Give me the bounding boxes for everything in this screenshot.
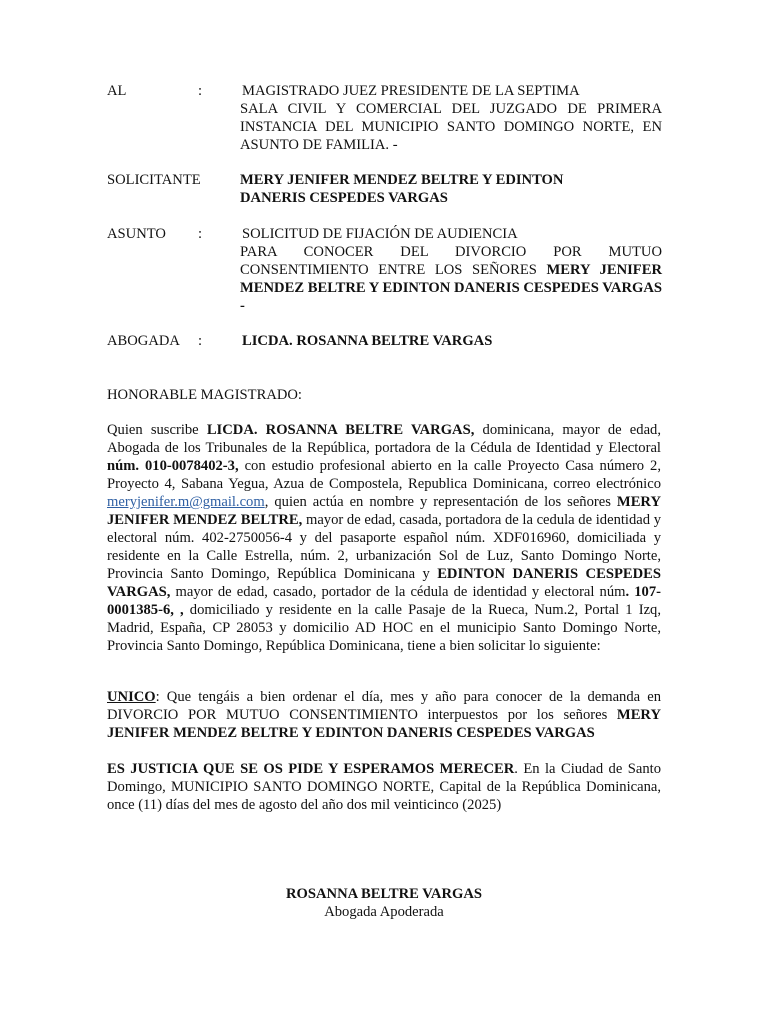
subject-rest-plain: PARA CONOCER DEL DIVORCIO POR MUTUO CONSENTIMIENTO ENTRE LOS SEÑORES bbox=[240, 244, 662, 278]
subject-rest bbox=[240, 243, 662, 315]
p1-intro: Quien suscribe bbox=[107, 422, 207, 438]
petitioner-line2: DANERIS CESPEDES VARGAS bbox=[240, 190, 448, 206]
unico-label: UNICO bbox=[107, 689, 156, 705]
request-text: : Que tengáis a bien ordenar el día, mes y año para conocer de la demanda en DIVORCIO POR MUTUO CONSENTIMIENTO interpuestos por los señores bbox=[107, 689, 661, 723]
salutation: HONORABLE MAGISTRADO: bbox=[107, 387, 302, 403]
petitioner-line1: MERY JENIFER MENDEZ BELTRE Y EDINTON bbox=[240, 172, 564, 188]
attorney-colon: : bbox=[198, 333, 203, 349]
p1-representation: , quien actúa en nombre y representación de los señores bbox=[264, 494, 617, 510]
email-link[interactable]: meryjenifer.m@gmail.com bbox=[107, 494, 265, 510]
p1-party2-id: . 107-0001385-6, , bbox=[107, 584, 661, 618]
attorney-label: ABOGADA bbox=[107, 333, 180, 349]
addressee-label: AL bbox=[107, 83, 127, 99]
petitioner-label: SOLICITANTE bbox=[107, 172, 201, 188]
attorney-value bbox=[240, 332, 662, 350]
signature-name: ROSANNA BELTRE VARGAS bbox=[285, 886, 482, 902]
p1-attorney-desc: dominicana, mayor de edad, Abogada de los Tribunales de la República, portadora de la Cédula de Identidad y Electoral bbox=[107, 422, 661, 456]
signature-title: Abogada Apoderada bbox=[324, 904, 444, 920]
petitioner-value bbox=[240, 171, 662, 207]
main-paragraph bbox=[107, 421, 661, 655]
closing-place-date: . En la Ciudad de Santo Domingo, MUNICIPIO SANTO DOMINGO NORTE, Capital de la República Dominicana, once (11) días del mes de agosto del año dos mil veinticinco (2025) bbox=[107, 761, 661, 813]
addressee-value bbox=[240, 82, 662, 154]
p1-office-address: con estudio profesional abierto en la calle Proyecto Casa número 2, Proyecto 4, Sabana Yegua, Azua de Compostela, Republica Dominicana, correo electrónico bbox=[107, 458, 661, 492]
subject-label: ASUNTO bbox=[107, 226, 166, 242]
subject-rest-parties: MERY JENIFER MENDEZ BELTRE Y EDINTON DANERIS CESPEDES VARGAS - bbox=[240, 262, 662, 314]
p1-attorney-name: LICDA. ROSANNA BELTRE VARGAS, bbox=[206, 422, 475, 438]
p1-party2-address: domiciliado y residente en la calle Pasaje de la Rueca, Num.2, Portal 1 Izq, Madrid, España, CP 28053 y domicilio AD HOC en el municipio Santo Domingo Norte, Provincia Santo Domingo, República Dominicana, tiene a bien solicitar lo siguiente: bbox=[107, 602, 661, 654]
addressee-rest: SALA CIVIL Y COMERCIAL DEL JUZGADO DE PRIMERA INSTANCIA DEL MUNICIPIO SANTO DOMINGO NORTE, EN ASUNTO DE FAMILIA. - bbox=[240, 101, 662, 153]
subject-value bbox=[240, 225, 662, 315]
p1-attorney-id: núm. 010-0078402-3, bbox=[107, 458, 239, 474]
addressee-colon: : bbox=[198, 83, 203, 99]
p1-party2-name: EDINTON DANERIS CESPEDES VARGAS, bbox=[107, 566, 661, 600]
p1-party2-desc: mayor de edad, casado, portador de la cédula de identidad y electoral núm bbox=[170, 584, 626, 600]
closing-paragraph bbox=[107, 760, 661, 814]
addressee-line1: MAGISTRADO JUEZ PRESIDENTE DE LA SEPTIMA bbox=[242, 83, 580, 99]
p1-party1-desc: mayor de edad, casada, portadora de la cedula de identidad y electoral núm. 402-2750056-4 y del pasaporte español núm. XDF016960, domiciliada y residente en la Calle Estrella, núm. 2, urbanización Sol de Luz, Santo Domingo Norte, Provincia Santo Domingo, República Dominicana y bbox=[107, 512, 661, 582]
request-parties: MERY JENIFER MENDEZ BELTRE Y EDINTON DANERIS CESPEDES VARGAS bbox=[107, 707, 661, 741]
subject-colon: : bbox=[198, 226, 203, 242]
subject-line1: SOLICITUD DE FIJACIÓN DE AUDIENCIA bbox=[242, 226, 518, 242]
p1-party1-name: MERY JENIFER MENDEZ BELTRE, bbox=[107, 494, 661, 528]
request-paragraph bbox=[107, 688, 661, 742]
attorney-name: LICDA. ROSANNA BELTRE VARGAS bbox=[242, 333, 493, 349]
closing-formula: ES JUSTICIA QUE SE OS PIDE Y ESPERAMOS MERECER bbox=[107, 761, 515, 777]
